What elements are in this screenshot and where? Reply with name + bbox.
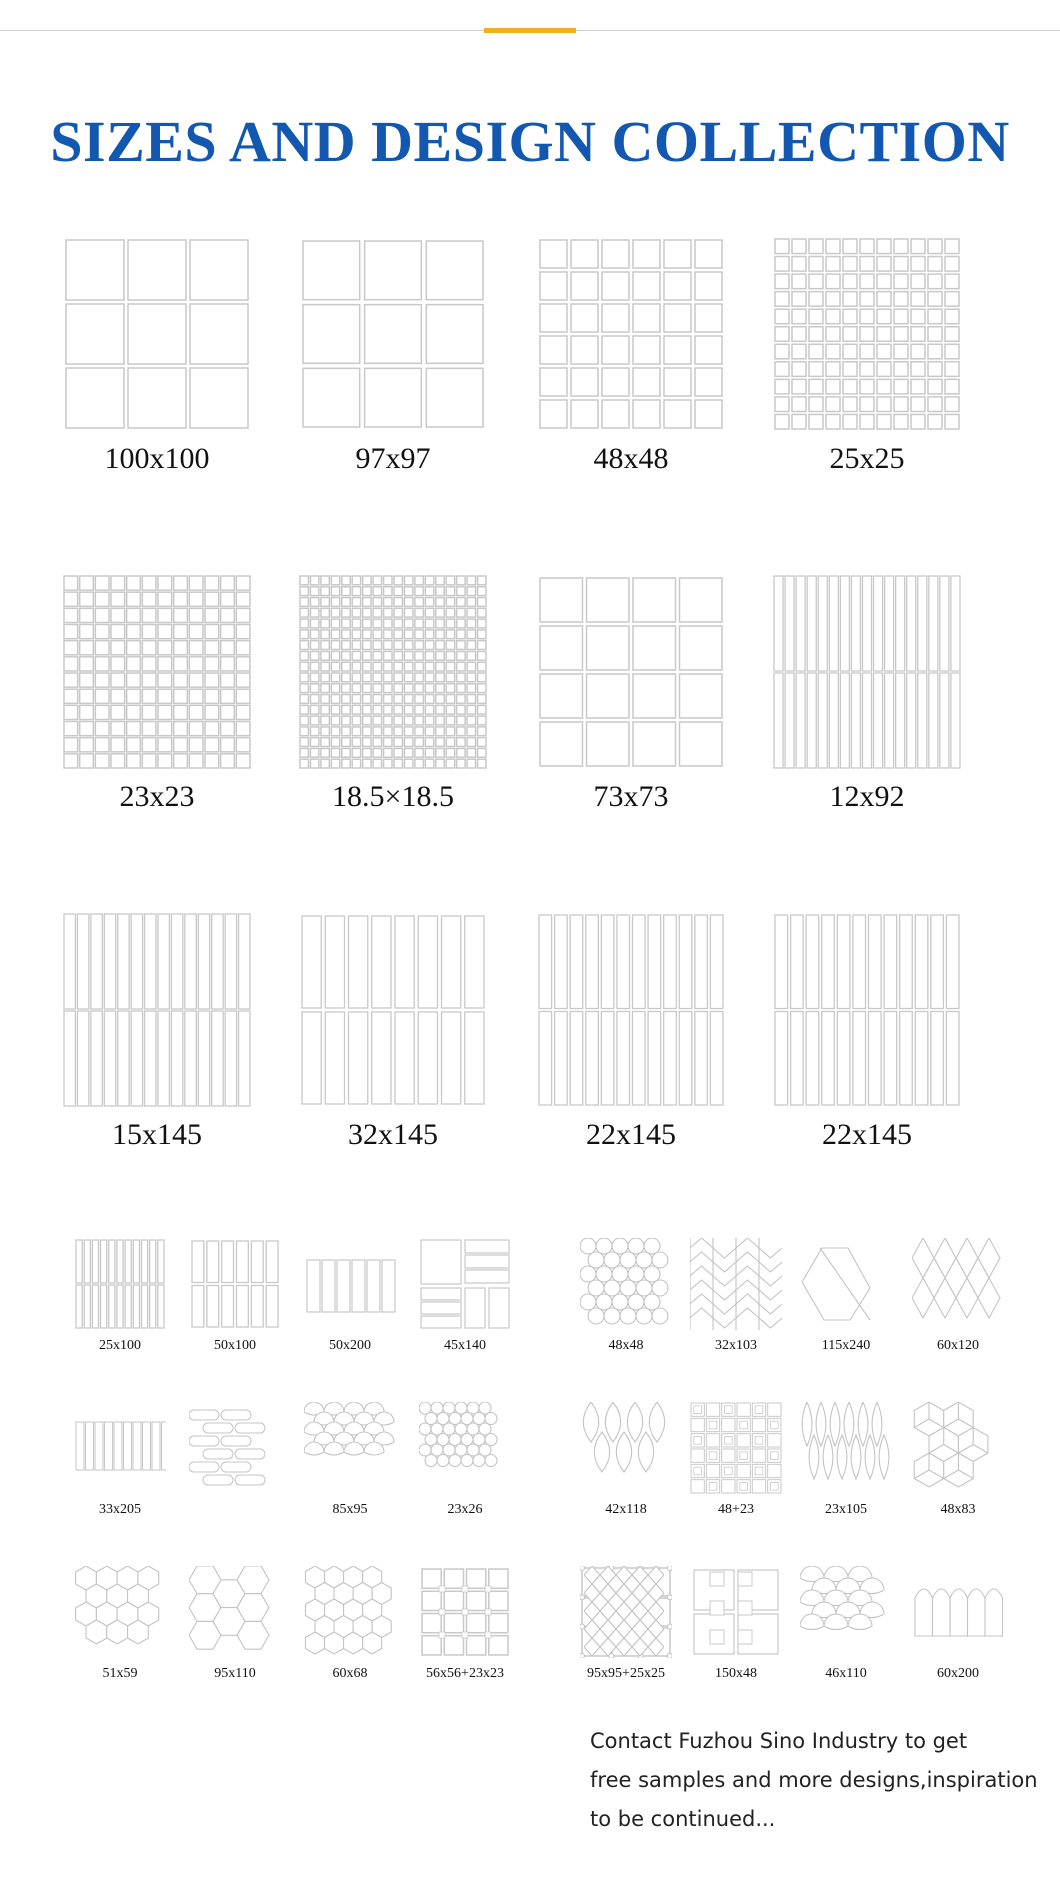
tile-pattern (580, 1402, 672, 1494)
tile-pattern (189, 1402, 281, 1494)
size-label: 15x145 (112, 1118, 202, 1151)
size-label: 23x26 (447, 1502, 483, 1517)
tile-pattern (772, 912, 962, 1108)
size-label: 150x48 (715, 1666, 757, 1681)
tile-pattern (536, 912, 726, 1108)
size-label: 23x105 (825, 1502, 867, 1517)
tile-pattern (912, 1238, 1004, 1330)
tile-pattern (74, 1566, 166, 1658)
tile-pattern (189, 1566, 281, 1658)
tile-pattern (690, 1402, 782, 1494)
tile-pattern (62, 574, 252, 770)
contact-line: to be continued... (590, 1807, 776, 1831)
tile-pattern (912, 1566, 1004, 1658)
tile-pattern (584, 1566, 664, 1656)
contact-line: free samples and more designs,inspiration (590, 1768, 1038, 1792)
size-label: 45x140 (444, 1338, 486, 1353)
page-title: SIZES AND DESIGN COLLECTION (50, 109, 1010, 174)
tile-pattern (800, 1238, 892, 1330)
size-label: 115x240 (821, 1338, 871, 1353)
tile-pattern (304, 1402, 396, 1494)
tile-pattern (690, 1238, 782, 1330)
size-label: 48x83 (940, 1502, 976, 1517)
size-label: 85x95 (332, 1502, 368, 1517)
size-label: 60x200 (937, 1666, 979, 1681)
size-label: 12x92 (829, 780, 905, 813)
size-label: 33x205 (99, 1502, 141, 1517)
size-label: 22x145 (586, 1118, 676, 1151)
contact-note (590, 1722, 1050, 1839)
size-label: 46x110 (825, 1666, 867, 1681)
tile-pattern (62, 236, 252, 432)
size-label: 25x100 (99, 1338, 141, 1353)
size-label: 22x145 (822, 1118, 912, 1151)
tile-pattern (580, 1238, 672, 1330)
size-label: 95x95+25x25 (587, 1666, 665, 1681)
trim-pieces (706, 1566, 758, 1656)
size-label: 18.5×18.5 (332, 780, 454, 813)
size-label: 48+23 (718, 1502, 754, 1517)
tile-pattern (800, 1566, 892, 1658)
tile-pattern (74, 1238, 166, 1330)
size-label: 51x59 (102, 1666, 138, 1681)
tile-pattern (304, 1566, 396, 1658)
tile-pattern (912, 1402, 1004, 1494)
tile-pattern (536, 236, 726, 432)
tile-pattern (419, 1402, 511, 1494)
size-label: 95x110 (214, 1666, 256, 1681)
size-label: 25x25 (829, 442, 905, 475)
tile-pattern (62, 912, 252, 1108)
size-label: 48x48 (608, 1338, 644, 1353)
tile-pattern (419, 1238, 511, 1330)
tile-pattern (298, 236, 488, 432)
size-label: 32x145 (348, 1118, 438, 1151)
size-label: 100x100 (104, 442, 210, 475)
tile-pattern (419, 1566, 511, 1658)
accent-bar (484, 28, 576, 33)
size-label: 32x103 (715, 1338, 757, 1353)
size-label: 56x56+23x23 (426, 1666, 504, 1681)
tile-pattern (298, 574, 488, 770)
tile-pattern (304, 1238, 396, 1330)
size-label: 73x73 (593, 780, 669, 813)
size-label: 23x23 (119, 780, 195, 813)
size-label: 50x100 (214, 1338, 256, 1353)
tile-pattern (772, 574, 962, 770)
size-label: 50x200 (329, 1338, 371, 1353)
size-label: 48x48 (593, 442, 669, 475)
tile-pattern (772, 236, 962, 432)
tile-pattern (74, 1402, 166, 1494)
contact-line: Contact Fuzhou Sino Industry to get (590, 1729, 968, 1753)
size-label: 97x97 (355, 442, 431, 475)
tile-pattern (298, 912, 488, 1108)
size-label: 42x118 (605, 1502, 647, 1517)
tile-pattern (189, 1238, 281, 1330)
size-label: 60x120 (937, 1338, 979, 1353)
tile-pattern (800, 1402, 892, 1494)
size-label: 60x68 (332, 1666, 368, 1681)
tile-pattern (536, 574, 726, 770)
